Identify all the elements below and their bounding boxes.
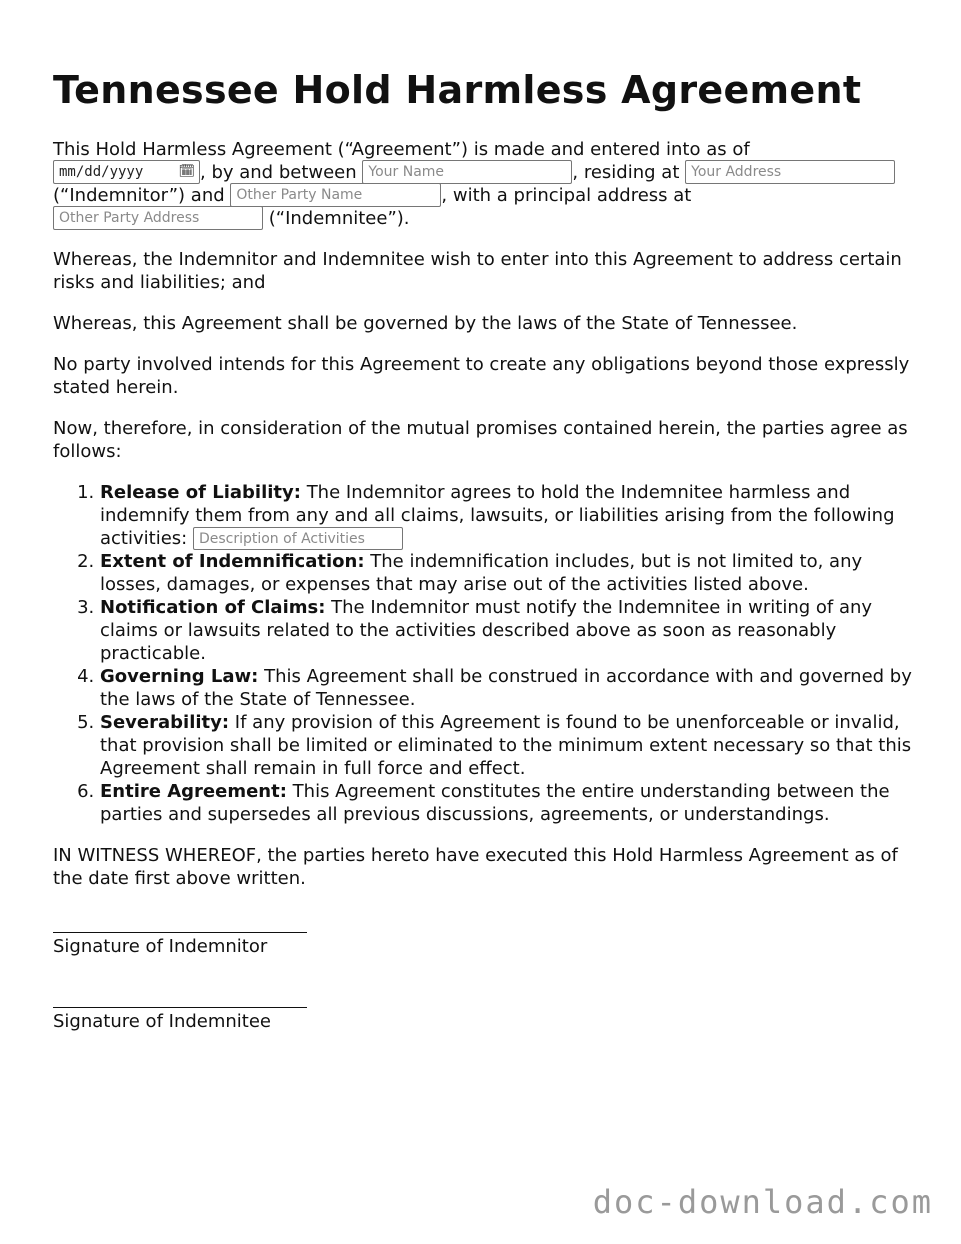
clause-release-of-liability (100, 481, 913, 550)
indemnitee-signature-line (53, 991, 307, 1008)
calendar-icon[interactable]: 🗓 (178, 163, 195, 179)
date-input-value: mm/dd/yyyy (59, 163, 144, 180)
clause-heading: Notification of Claims: (100, 597, 326, 618)
clause-entire-agreement (100, 780, 913, 826)
clause-notification-of-claims (100, 596, 913, 665)
intro-text-5: , with a principal address at (441, 185, 692, 206)
watermark: doc-download.com (592, 1183, 933, 1221)
clause-heading: Release of Liability: (100, 482, 301, 503)
clause-text: The Indemnitor must notify the Indemnitee in writing of any claims or lawsuits related to the activities described above as soon as reasonably practicable. (100, 597, 873, 664)
activities-description-input[interactable]: Description of Activities (193, 527, 403, 550)
your-address-input[interactable]: Your Address (685, 160, 895, 184)
document-title: Tennessee Hold Harmless Agreement (53, 68, 862, 112)
indemnitee-signature-label: Signature of Indemnitee (53, 1011, 271, 1032)
clause-text: The indemnification includes, but is not limited to, any losses, damages, or expenses that may arise out of the activities listed above. (100, 551, 863, 595)
intro-paragraph (53, 138, 913, 230)
clause-heading: Extent of Indemnification: (100, 551, 365, 572)
clause-text: The Indemnitor agrees to hold the Indemnitee harmless and indemnify them from any and all claims, lawsuits, or liabilities arising from the following activities: (100, 482, 895, 549)
intro-text-4: (“Indemnitor”) and (53, 185, 225, 206)
indemnitor-signature-line (53, 916, 307, 933)
indemnitor-signature-label: Signature of Indemnitor (53, 936, 268, 957)
witness-paragraph: IN WITNESS WHEREOF, the parties hereto have executed this Hold Harmless Agreement as of the date first above written. (53, 845, 898, 889)
clause-text: If any provision of this Agreement is found to be unenforceable or invalid, that provision shall be limited or eliminated to the minimum extent necessary so that this Agreement shall remain in full force and effect. (100, 712, 912, 779)
clause-extent-of-indemnification (100, 550, 913, 596)
document-body (53, 138, 913, 1033)
no-obligations-paragraph: No party involved intends for this Agreement to create any obligations beyond those expressly stated herein. (53, 354, 910, 398)
clause-heading: Governing Law: (100, 666, 259, 687)
intro-text-6: (“Indemnitee”). (268, 208, 410, 229)
your-name-input[interactable]: Your Name (362, 160, 572, 184)
clause-heading: Entire Agreement: (100, 781, 287, 802)
clause-severability (100, 711, 913, 780)
indemnitor-signature-block (53, 916, 913, 958)
clauses-list (53, 481, 913, 826)
intro-text-3: , residing at (572, 162, 680, 183)
whereas-risks-paragraph: Whereas, the Indemnitor and Indemnitee wish to enter into this Agreement to address certain risks and liabilities; and (53, 249, 902, 293)
clause-heading: Severability: (100, 712, 230, 733)
clause-text: This Agreement constitutes the entire understanding between the parties and supersedes all previous discussions, agreements, or understandings. (100, 781, 890, 825)
other-party-address-input[interactable]: Other Party Address (53, 206, 263, 230)
clause-governing-law (100, 665, 913, 711)
intro-text-1: This Hold Harmless Agreement (“Agreement”) is made and entered into as of (53, 139, 750, 160)
now-therefore-paragraph: Now, therefore, in consideration of the mutual promises contained herein, the parties agree as follows: (53, 418, 908, 462)
indemnitee-signature-block (53, 991, 913, 1033)
clause-text: This Agreement shall be construed in accordance with and governed by the laws of the State of Tennessee. (100, 666, 912, 710)
intro-text-2: , by and between (200, 162, 357, 183)
date-input[interactable] (53, 160, 200, 184)
whereas-governed-paragraph: Whereas, this Agreement shall be governed by the laws of the State of Tennessee. (53, 313, 798, 334)
other-party-name-input[interactable]: Other Party Name (230, 183, 441, 207)
